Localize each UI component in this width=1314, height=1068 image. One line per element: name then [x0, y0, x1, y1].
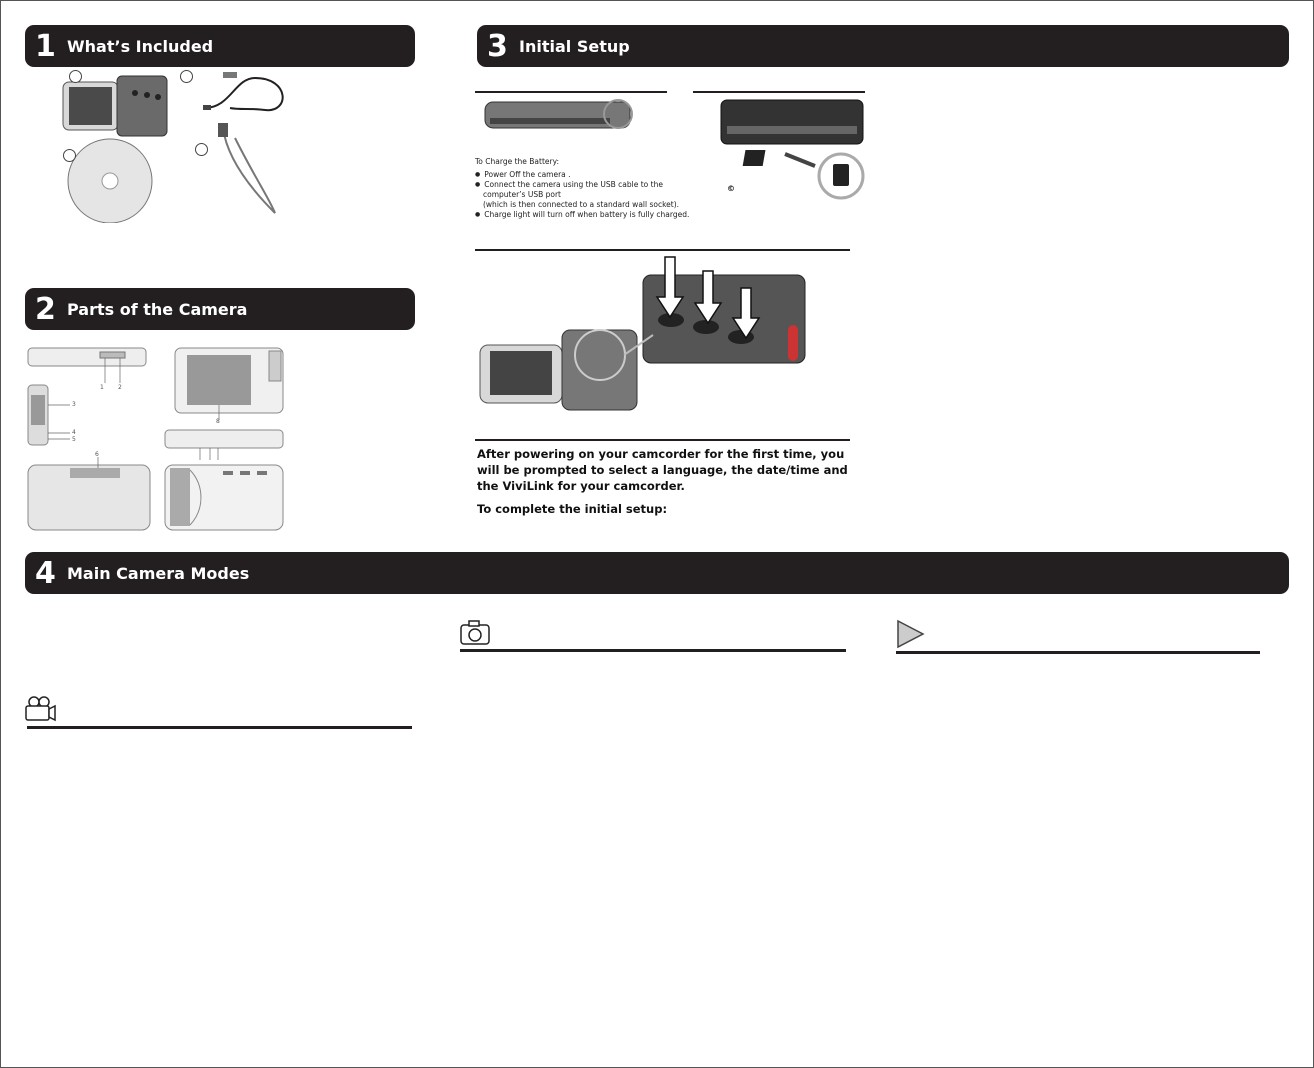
charge-step: ● Power Off the camera . [475, 170, 690, 180]
camcorder-mode-rule [27, 726, 412, 729]
divider [475, 91, 667, 93]
section-2-header [25, 288, 415, 330]
charge-step: ● Charge light will turn off when battery is fully charged. [475, 210, 690, 220]
camcorder-icon [24, 695, 58, 723]
charge-heading: To Charge the Battery: [475, 157, 560, 166]
part-label: 2 [118, 384, 122, 391]
item-marker [195, 143, 208, 156]
section-4-header [25, 552, 1289, 594]
section-title: Initial Setup [519, 36, 630, 56]
section-title: What’s Included [67, 36, 214, 56]
play-icon [896, 619, 926, 649]
divider [475, 249, 850, 251]
setup-subheading: To complete the initial setup: [477, 502, 668, 516]
section-number: 2 [35, 291, 56, 327]
charge-instructions [475, 157, 690, 220]
camera-parts-diagram [25, 345, 295, 535]
setup-paragraph: After powering on your camcorder for the first time, you will be prompted to select a language, the date/time and the ViviLink for your camcorder. [477, 447, 848, 493]
divider [693, 91, 865, 93]
section-3-header [477, 25, 1289, 67]
divider [475, 439, 850, 441]
part-label: 6 [95, 451, 99, 458]
section-title: Main Camera Modes [67, 563, 250, 583]
memory-card-illustration [715, 96, 870, 201]
item-marker [69, 70, 82, 83]
charge-step: ● Connect the camera using the USB cable to the [475, 180, 690, 190]
part-label: 4 [72, 429, 76, 436]
camcorder-image [63, 76, 167, 136]
power-on-illustration [478, 255, 813, 415]
section-number: 1 [35, 28, 56, 64]
section-number: 3 [487, 28, 508, 64]
item-marker [63, 149, 76, 162]
section-1-header [25, 25, 415, 67]
section-number: 4 [35, 555, 56, 591]
playback-mode-rule [896, 651, 1260, 654]
part-label: 5 [72, 436, 76, 443]
charge-step-cont: (which is then connected to a standard wall socket). [483, 200, 680, 209]
camera-mode-rule [460, 649, 846, 652]
section-title: Parts of the Camera [67, 299, 248, 319]
part-label: 8 [216, 418, 220, 425]
part-label: 1 [100, 384, 104, 391]
item-marker [180, 70, 193, 83]
card-symbol: © [727, 184, 735, 193]
included-items-illustration [55, 68, 295, 223]
camera-icon [460, 620, 490, 646]
battery-charge-illustration [480, 96, 640, 136]
charge-step-cont: computer’s USB port [483, 190, 561, 199]
part-label: 3 [72, 401, 76, 408]
